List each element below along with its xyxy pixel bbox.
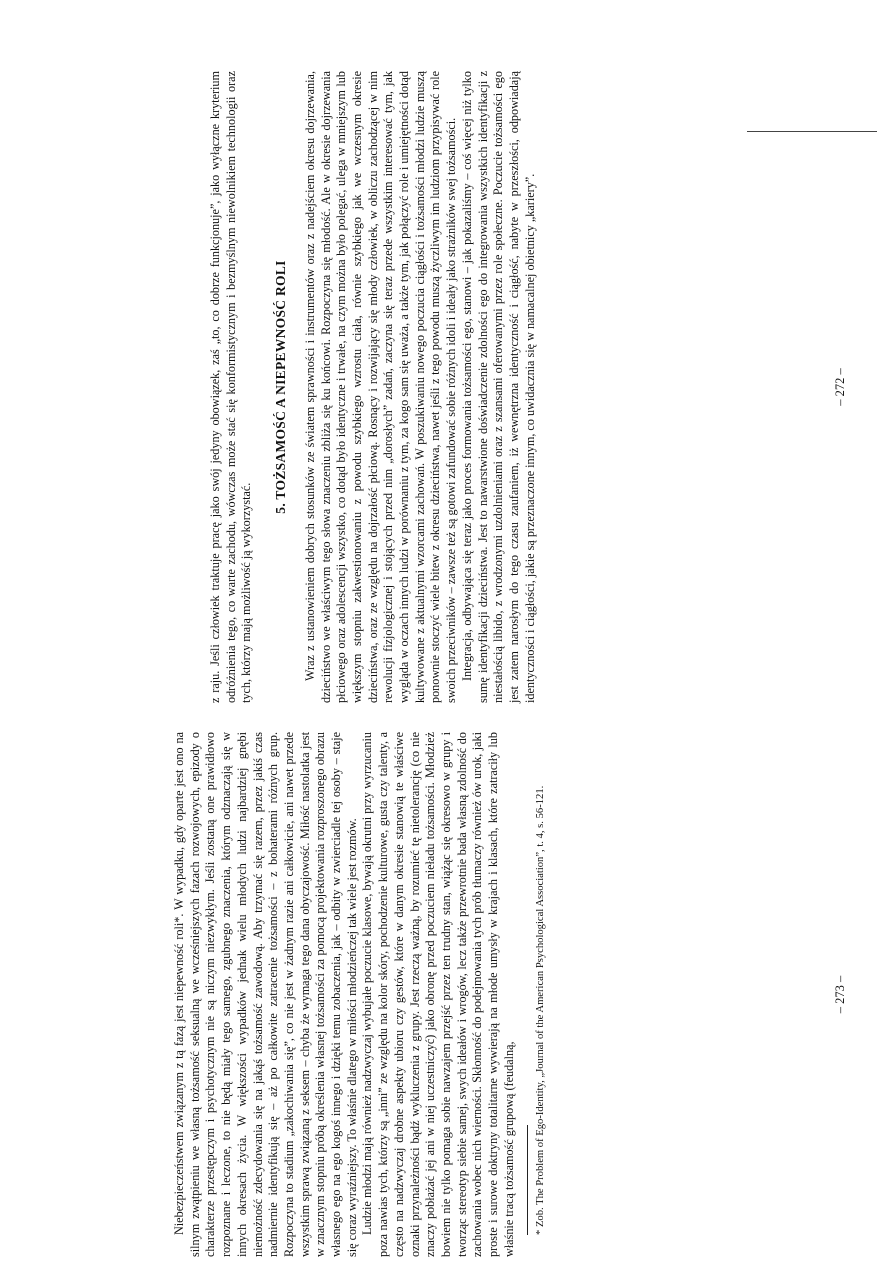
intro-paragraph: z raju. Jeśli człowiek traktuje pracę jako swój jedyny obowiązek, zaś „to, co dobrze funkcjonuje”, jako wyłączne kryterium odróżnienia tego, co warte zachodu, wówczas może stać się konformistycznym i bezmyślnym niewolnikiem technologii oraz tych, którzy mają możliwość ją wykorzystać. (208, 71, 254, 703)
page-number: – 272 – (833, 368, 847, 406)
footnote: * Zob. The Problem of Ego-Identity, „Journal of the American Psychological Association”, t. 4, s. 56-121. (535, 785, 547, 1235)
body-paragraph: Ludzie młodzi mają również nadzwyczaj wybujałe poczucie klasowe, bywają okrutni przy wyrzucaniu poza nawias tych, którzy są „inni” ze względu na kolor skóry, pochodzenie kulturowe, gusta czy talenty, a często na nadzwyczaj drobne aspekty ubioru czy gestów, które w danym okresie stanowią te właściwe oznaki przynależności bądź wykluczenia z grupy. Jest rzeczą ważną, by rozumieć tę nietolerancję (co nie znaczy pobłażać jej ani w niej uczestniczyć) jako obronę przed poczuciem nieładu tożsamości. Młodzież bowiem nie tylko pomaga sobie nawzajem przejść przez ten trudny stan, wiążąc się okresowo w grupy i tworząc stereotyp siebie samej, swych ideałów i wrogów, lecz także przewrotnie bada własną zdolność do zachowania wobec nich wierności. Skłonność do podejmowania tych prób tłumaczy również ów urok, jaki proste i surowe doktryny totalitarne wywierają na młode umysły w krajach i klasach, które zatraciły lub właśnie tracą tożsamość grupową (feudalną, (360, 732, 516, 1257)
page-273 (0, 732, 893, 1257)
body-paragraph: Wraz z ustanowieniem dobrych stosunków ze światem sprawności i instrumentów oraz z nadejściem okresu dojrzewania, dzieciństwo we właściwym tego słowa znaczeniu zbliża się ku końcowi. Rozpoczyna się młodość. Ale w okresie dojrzewania płciowego oraz adolescencji wszystko, co dotąd było identyczne i trwałe, na czym można było polegać, ulega w mniejszym lub większym stopniu zakwestionowaniu z powodu szybkiego wzrostu ciała, równie szybkiego jak we wczesnym okresie dzieciństwa, oraz ze względu na dojrzałość płciową. Rosnący i rozwijający się młody człowiek, w obliczu zachodzącej w nim rewolucji fizjologicznej i stojących przed nim „dorosłych” zadań, zaczyna się teraz przede wszystkim interesować tym, jak wygląda w oczach innych ludzi w porównaniu z tym, za kogo sam się uważa, a także tym, jak połączyć role i umiejętności dotąd kultywowane z aktualnymi wzorcami zachowań. W poszukiwaniu nowego poczucia ciągłości i tożsamości młodzi ludzie muszą ponownie stoczyć wiele bitew z okresu dzieciństwa, nawet jeśli z tego powodu muszą życzliwym im ludziom przypisywać role swoich przeciwników – zawsze też są gotowi zafundować sobie różnych idoli i ideały jako strażników swej tożsamości. (302, 71, 459, 703)
page-number: – 273 – (833, 975, 847, 1014)
body-paragraph: Integracja, odbywająca się teraz jako proces formowania tożsamości ego, stanowi – jak pokazaliśmy – coś więcej niż tylko sumę identyfikacji dzieciństwa. Jest to nawarstwione doświadczenie zdolności ego do integrowania wszystkich identyfikacji z niestałością libido, z wrodzonymi uzdolnieniami oraz z szansami oferowanymi przez role społeczne. Poczucie tożsamości ego jest zatem narosłym do tego czasu zaufaniem, iż wewnętrzna identyczność i ciągłość, nabyte w przeszłości, odpowiadają identyczności i ciągłości, jakie są przeznaczone innym, co uwidacznia się w namacalnej obietnicy „kariery”. (459, 71, 537, 703)
page-272 (0, 71, 893, 703)
footnote-divider (527, 1125, 528, 1235)
body-paragraph: Niebezpieczeństwem związanym z tą fazą jest niepewność roli*. W wypadku, gdy oparte jest ono na silnym zwątpieniu we własną tożsamość seksualną we wcześniejszych fazach rozwojowych, epizody o charakterze przestępczym i psychotycznym nie są niczym niezwykłym. Jeśli zostaną one prawidłowo rozpoznane i leczone, to nie będą miały tego samego, zgubnego znaczenia, którym odznaczają się w innych okresach życia. W większości wypadków jednak wielu młodych ludzi najbardziej gnębi niemożność zdecydowania się na jakąś tożsamość zawodową. Aby trzymać się razem, przez jakiś czas nadmiernie identyfikują się – aż po całkowite zatracenie tożsamości – z bohaterami różnych grup. Rozpoczyna to stadium „zakochiwania się”, co nie jest w żadnym razie ani całkowicie, ani nawet przede wszystkim sprawą związaną z seksem – chyba że wymaga tego dana obyczajowość. Miłość nastolatka jest w znacznym stopniu próbą określenia własnej tożsamości za pomocą projektowania rozproszonego obrazu własnego ego na ego kogoś innego i dzięki temu zobaczenia, jak – odbity w zwierciadle tej osoby – staje się coraz wyraźniejszy. To właśnie dlatego w miłości młodzieńczej tak wiele jest rozmów. (172, 732, 359, 1257)
section-heading: 5. TOŻSAMOŚĆ A NIEPEWNOŚĆ ROLI (273, 260, 289, 514)
